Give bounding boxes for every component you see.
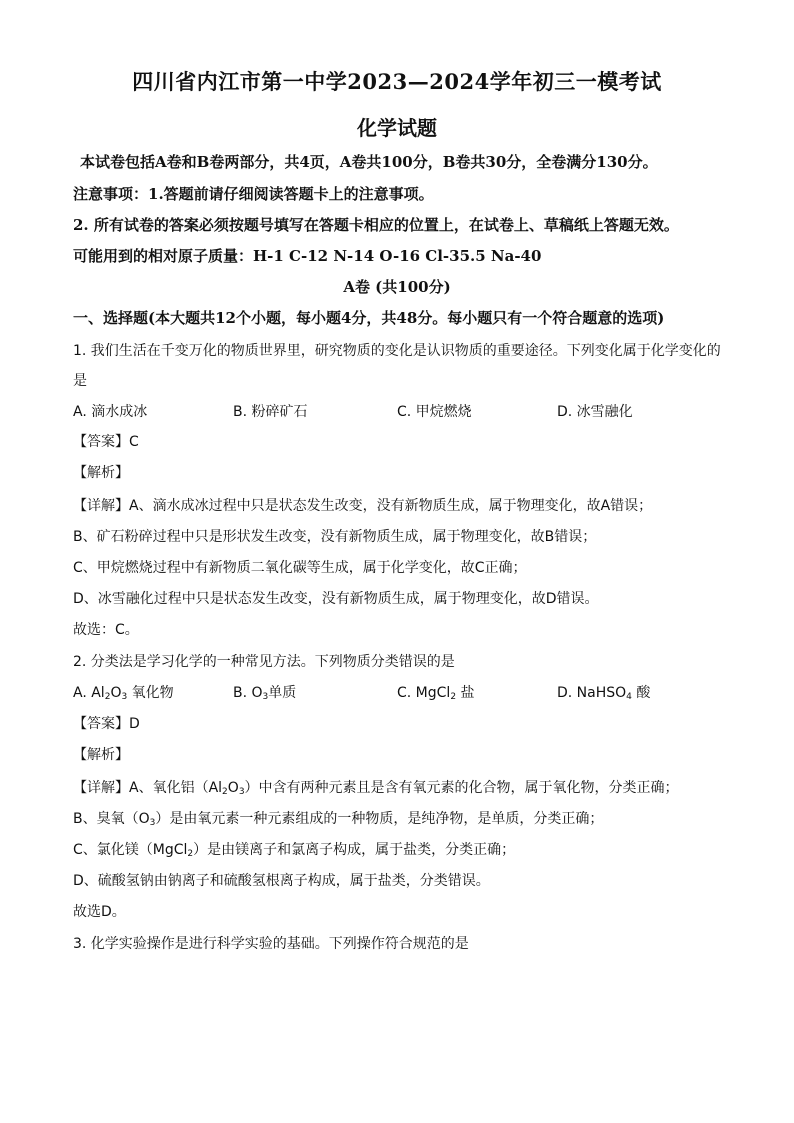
intro-line-4: 可能用到的相对原子质量：H-1 C-12 N-14 O-16 Cl-35.5 Na-40 <box>73 247 542 265</box>
q1-answer: 【答案】C <box>73 434 139 450</box>
q2-detail-1: 【详解】A、氧化铝$(Al_2O_3)$中含有两种元素且是含有氧元素的化合物，属于氧化物，分类正确； <box>73 780 679 797</box>
q2-conclusion: 故选D。 <box>73 904 126 920</box>
q1-detail-2: B、矿石粉碎过程中只是形状发生改变，没有新物质生成，属于物理变化，故B错误； <box>73 529 597 545</box>
q1-option-d: D. 冰雪融化 <box>557 404 633 420</box>
q2-stem: 2. 分类法是学习化学的一种常见方法。下列物质分类错误的是 <box>73 654 455 670</box>
intro-line-1: 本试卷包括A卷和B卷两部分，共4页，A卷共100分，B卷共30分，全卷满分130分。 <box>80 153 658 171</box>
part1-heading: 一、选择题(本大题共12个小题，每小题4分，共48分。每小题只有一个符合题意的选项) <box>73 309 665 327</box>
q2-option-d: D. NaHSO$_4$ 酸 <box>557 685 651 702</box>
exam-subtitle: 化学试题 <box>357 116 437 140</box>
q2-option-b: B. $O_3$单质 <box>233 685 297 702</box>
q1-stem-line-1: 1. 我们生活在千变万化的物质世界里，研究物质的变化是认识物质的重要途径。下列变化属于化学变化的 <box>73 343 721 359</box>
q1-option-b: B. 粉碎矿石 <box>233 404 308 420</box>
q2-detail-2: B、臭氧$(O_3)$是由氧元素一种元素组成的一种物质，是纯净物，是单质，分类正确； <box>73 811 604 828</box>
q2-detail-4: D、硫酸氢钠由钠离子和硫酸氢根离子构成，属于盐类，分类错误。 <box>73 873 490 889</box>
q1-detail-4: D、冰雪融化过程中只是状态发生改变，没有新物质生成，属于物理变化，故D错误。 <box>73 591 599 607</box>
q1-option-a: A. 滴水成冰 <box>73 404 148 420</box>
q3-stem: 3. 化学实验操作是进行科学实验的基础。下列操作符合规范的是 <box>73 936 469 952</box>
q1-conclusion: 故选：C。 <box>73 622 139 638</box>
q1-detail-1: 【详解】A、滴水成冰过程中只是状态发生改变，没有新物质生成，属于物理变化，故A错误； <box>73 498 653 514</box>
q2-answer: 【答案】D <box>73 716 140 732</box>
q1-analysis-label: 【解析】 <box>73 465 129 481</box>
q1-option-c: C. 甲烷燃烧 <box>397 404 472 420</box>
q2-detail-3: C、氯化镁（MgCl$_2$）是由镁离子和氯离子构成，属于盐类，分类正确； <box>73 842 516 859</box>
q1-detail-3: C、甲烷燃烧过程中有新物质二氧化碳等生成，属于化学变化，故C正确； <box>73 560 527 576</box>
intro-line-3: 2. 所有试卷的答案必须按题号填写在答题卡相应的位置上，在试卷上、草稿纸上答题无效。 <box>73 216 679 234</box>
intro-line-2: 注意事项：1.答题前请仔细阅读答题卡上的注意事项。 <box>73 185 434 203</box>
q2-analysis-label: 【解析】 <box>73 747 129 763</box>
exam-title: 四川省内江市第一中学2023—2024学年初三一模考试 <box>132 69 662 94</box>
q1-stem-line-2: 是 <box>73 373 87 389</box>
q2-option-a: A. $Al_2O_3$ 氧化物 <box>73 685 174 702</box>
section-a-heading: A卷 (共100分) <box>343 278 451 296</box>
q2-option-c: C. MgCl$_2$ 盐 <box>397 685 475 702</box>
